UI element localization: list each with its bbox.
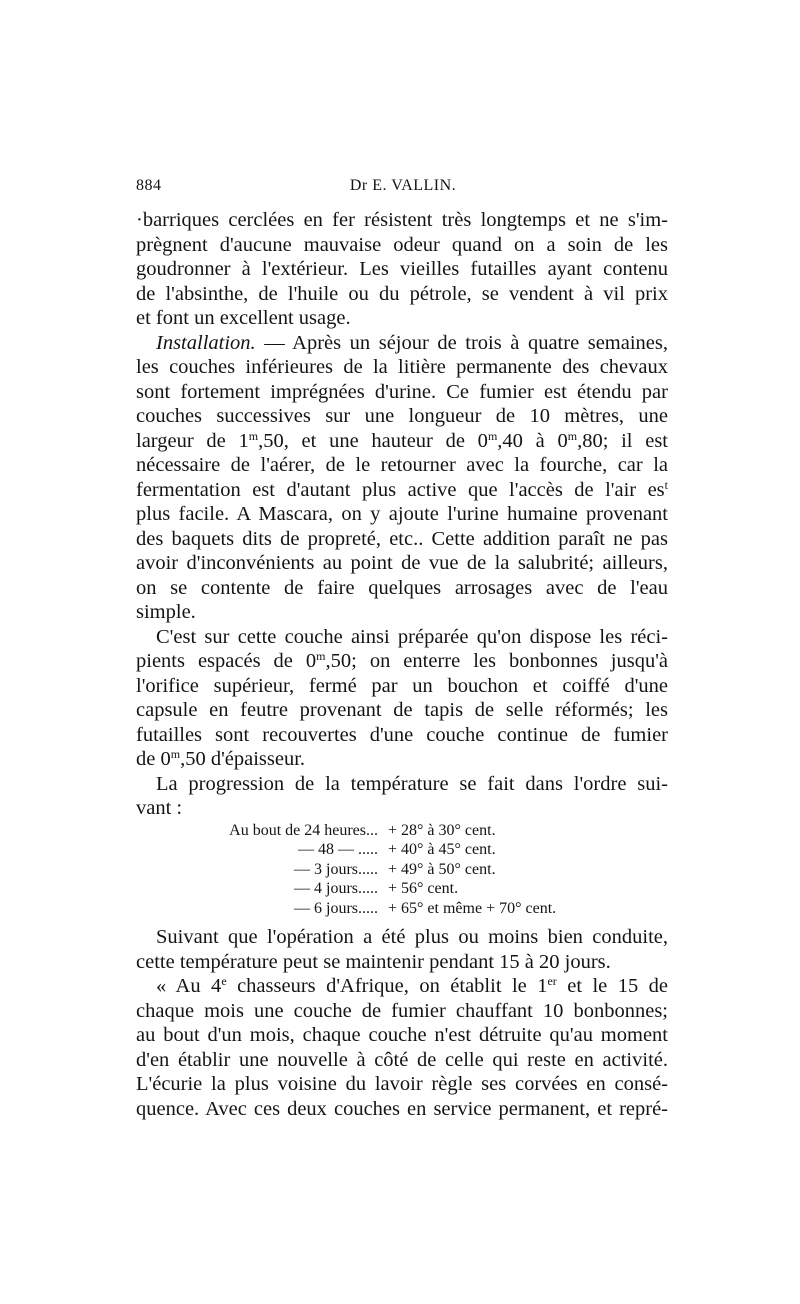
text-line: plus facile. A Mascara, on y ajoute l'urine humaine provenant <box>136 503 668 525</box>
text-line: « Au 4e chasseurs d'Afrique, on établit le 1er et le 15 de <box>156 974 668 997</box>
text-line: des baquets dits de propreté, etc.. Cette addition paraît ne pas <box>136 527 668 550</box>
text-line: couches successives sur une longueur de 10 mètres, une <box>136 405 668 427</box>
running-title: Dr E. VALLIN. <box>349 177 457 194</box>
text-line: Suivant que l'opération a été plus ou moins bien conduite, <box>156 926 668 948</box>
text-line: d'en établir une nouvelle à côté de celle qui reste en activité. <box>136 1048 668 1071</box>
table-row <box>136 840 668 860</box>
text-line: nécessaire de l'aérer, de le retourner avec la fourche, car la <box>136 454 668 476</box>
text-line: simple. <box>136 601 196 623</box>
text-line: prègnent d'aucune mauvaise odeur quand on a soin de les <box>136 233 668 256</box>
paragraph-suivant <box>136 925 668 974</box>
page-header <box>136 177 670 203</box>
page-number: 884 <box>136 177 162 194</box>
text-line: largeur de 1$^m$,50, et une hauteur de 0$^m$,40 à 0$^m$,80; il est <box>136 428 668 452</box>
text-line: et font un excellent usage. <box>136 307 351 329</box>
text-line: futailles sont recouvertes d'une couche continue de fumier <box>136 723 668 746</box>
table-cell-temperature: + 40° à 45° cent. <box>388 841 496 858</box>
paragraph-installation <box>136 331 668 625</box>
page-body <box>136 208 668 1121</box>
text-line: C'est sur cette couche ainsi préparée qu'on dispose les réci- <box>156 625 668 648</box>
text-line: La progression de la température se fait dans l'ordre sui- <box>156 772 668 795</box>
table-cell-temperature: + 65° et même + 70° cent. <box>388 899 557 917</box>
text-line: fermentation est d'autant plus active que l'accès de l'air $es^t$ <box>136 477 668 501</box>
text-line: au bout d'un mois, chaque couche n'est détruite qu'au moment <box>136 1024 668 1046</box>
text-line: goudronner à l'extérieur. Les vieilles futailles ayant contenu <box>136 258 668 280</box>
text-line: l'orifice supérieur, fermé par un bouchon et coiffé d'une <box>136 674 668 697</box>
text-line: Installation. — Après un séjour de trois à quatre semaines, <box>156 331 668 354</box>
table-cell-time: — 3 jours..... <box>294 860 378 878</box>
paragraph-chasseurs <box>136 974 668 1121</box>
section-heading-installation: Installation. <box>156 331 256 354</box>
text-line: capsule en feutre provenant de tapis de selle réformés; les <box>136 699 668 721</box>
text-line: pients espacés de 0$^m$,50; on enterre les bonbonnes jusqu'à <box>136 649 668 672</box>
text-line: les couches inférieures de la litière permanente des chevaux <box>136 356 668 378</box>
paragraph-progression <box>136 772 668 821</box>
temperature-table <box>136 821 668 919</box>
text-line: chaque mois une couche de fumier chauffant 10 bonbonnes; <box>136 999 668 1022</box>
table-row <box>136 860 668 880</box>
table-row <box>136 879 668 899</box>
text-line: vant : <box>136 797 183 819</box>
text-line: sont fortement imprégnées d'urine. Ce fumier est étendu par <box>136 380 668 403</box>
table-cell-temperature: + 49° à 50° cent. <box>388 860 496 878</box>
paragraph-barriques <box>136 208 668 331</box>
table-row <box>136 899 668 919</box>
table-cell-temperature: + 56° cent. <box>388 880 459 897</box>
text-line: ·barriques cerclées en fer résistent très longtemps et ne s'im- <box>136 209 668 231</box>
text-line: de l'absinthe, de l'huile ou du pétrole, se vendent à vil prix <box>136 282 668 305</box>
table-cell-time: — 4 jours..... <box>294 880 378 897</box>
text-line: cette température peut se maintenir pendant 15 à 20 jours. <box>136 950 611 973</box>
table-cell-time: — 6 jours..... <box>294 899 378 917</box>
text-line: L'écurie la plus voisine du lavoir règle ses corvées en consé- <box>136 1073 668 1095</box>
table-cell-time: Au bout de 24 heures... <box>229 821 378 839</box>
text-line: avoir d'inconvénients au point de vue de la salubrité; ailleurs, <box>136 552 668 574</box>
text-line: de 0$^m$,50 d'épaisseur. <box>136 747 306 770</box>
table-cell-temperature: + 28° à 30° cent. <box>388 821 496 839</box>
table-cell-time: — 48 — ..... <box>298 841 378 858</box>
paragraph-couche <box>136 625 668 772</box>
text-line: quence. Avec ces deux couches en service permanent, et repré- <box>136 1097 668 1120</box>
table-row <box>136 821 668 841</box>
text-line: on se contente de faire quelques arrosages avec de l'eau <box>136 576 668 599</box>
